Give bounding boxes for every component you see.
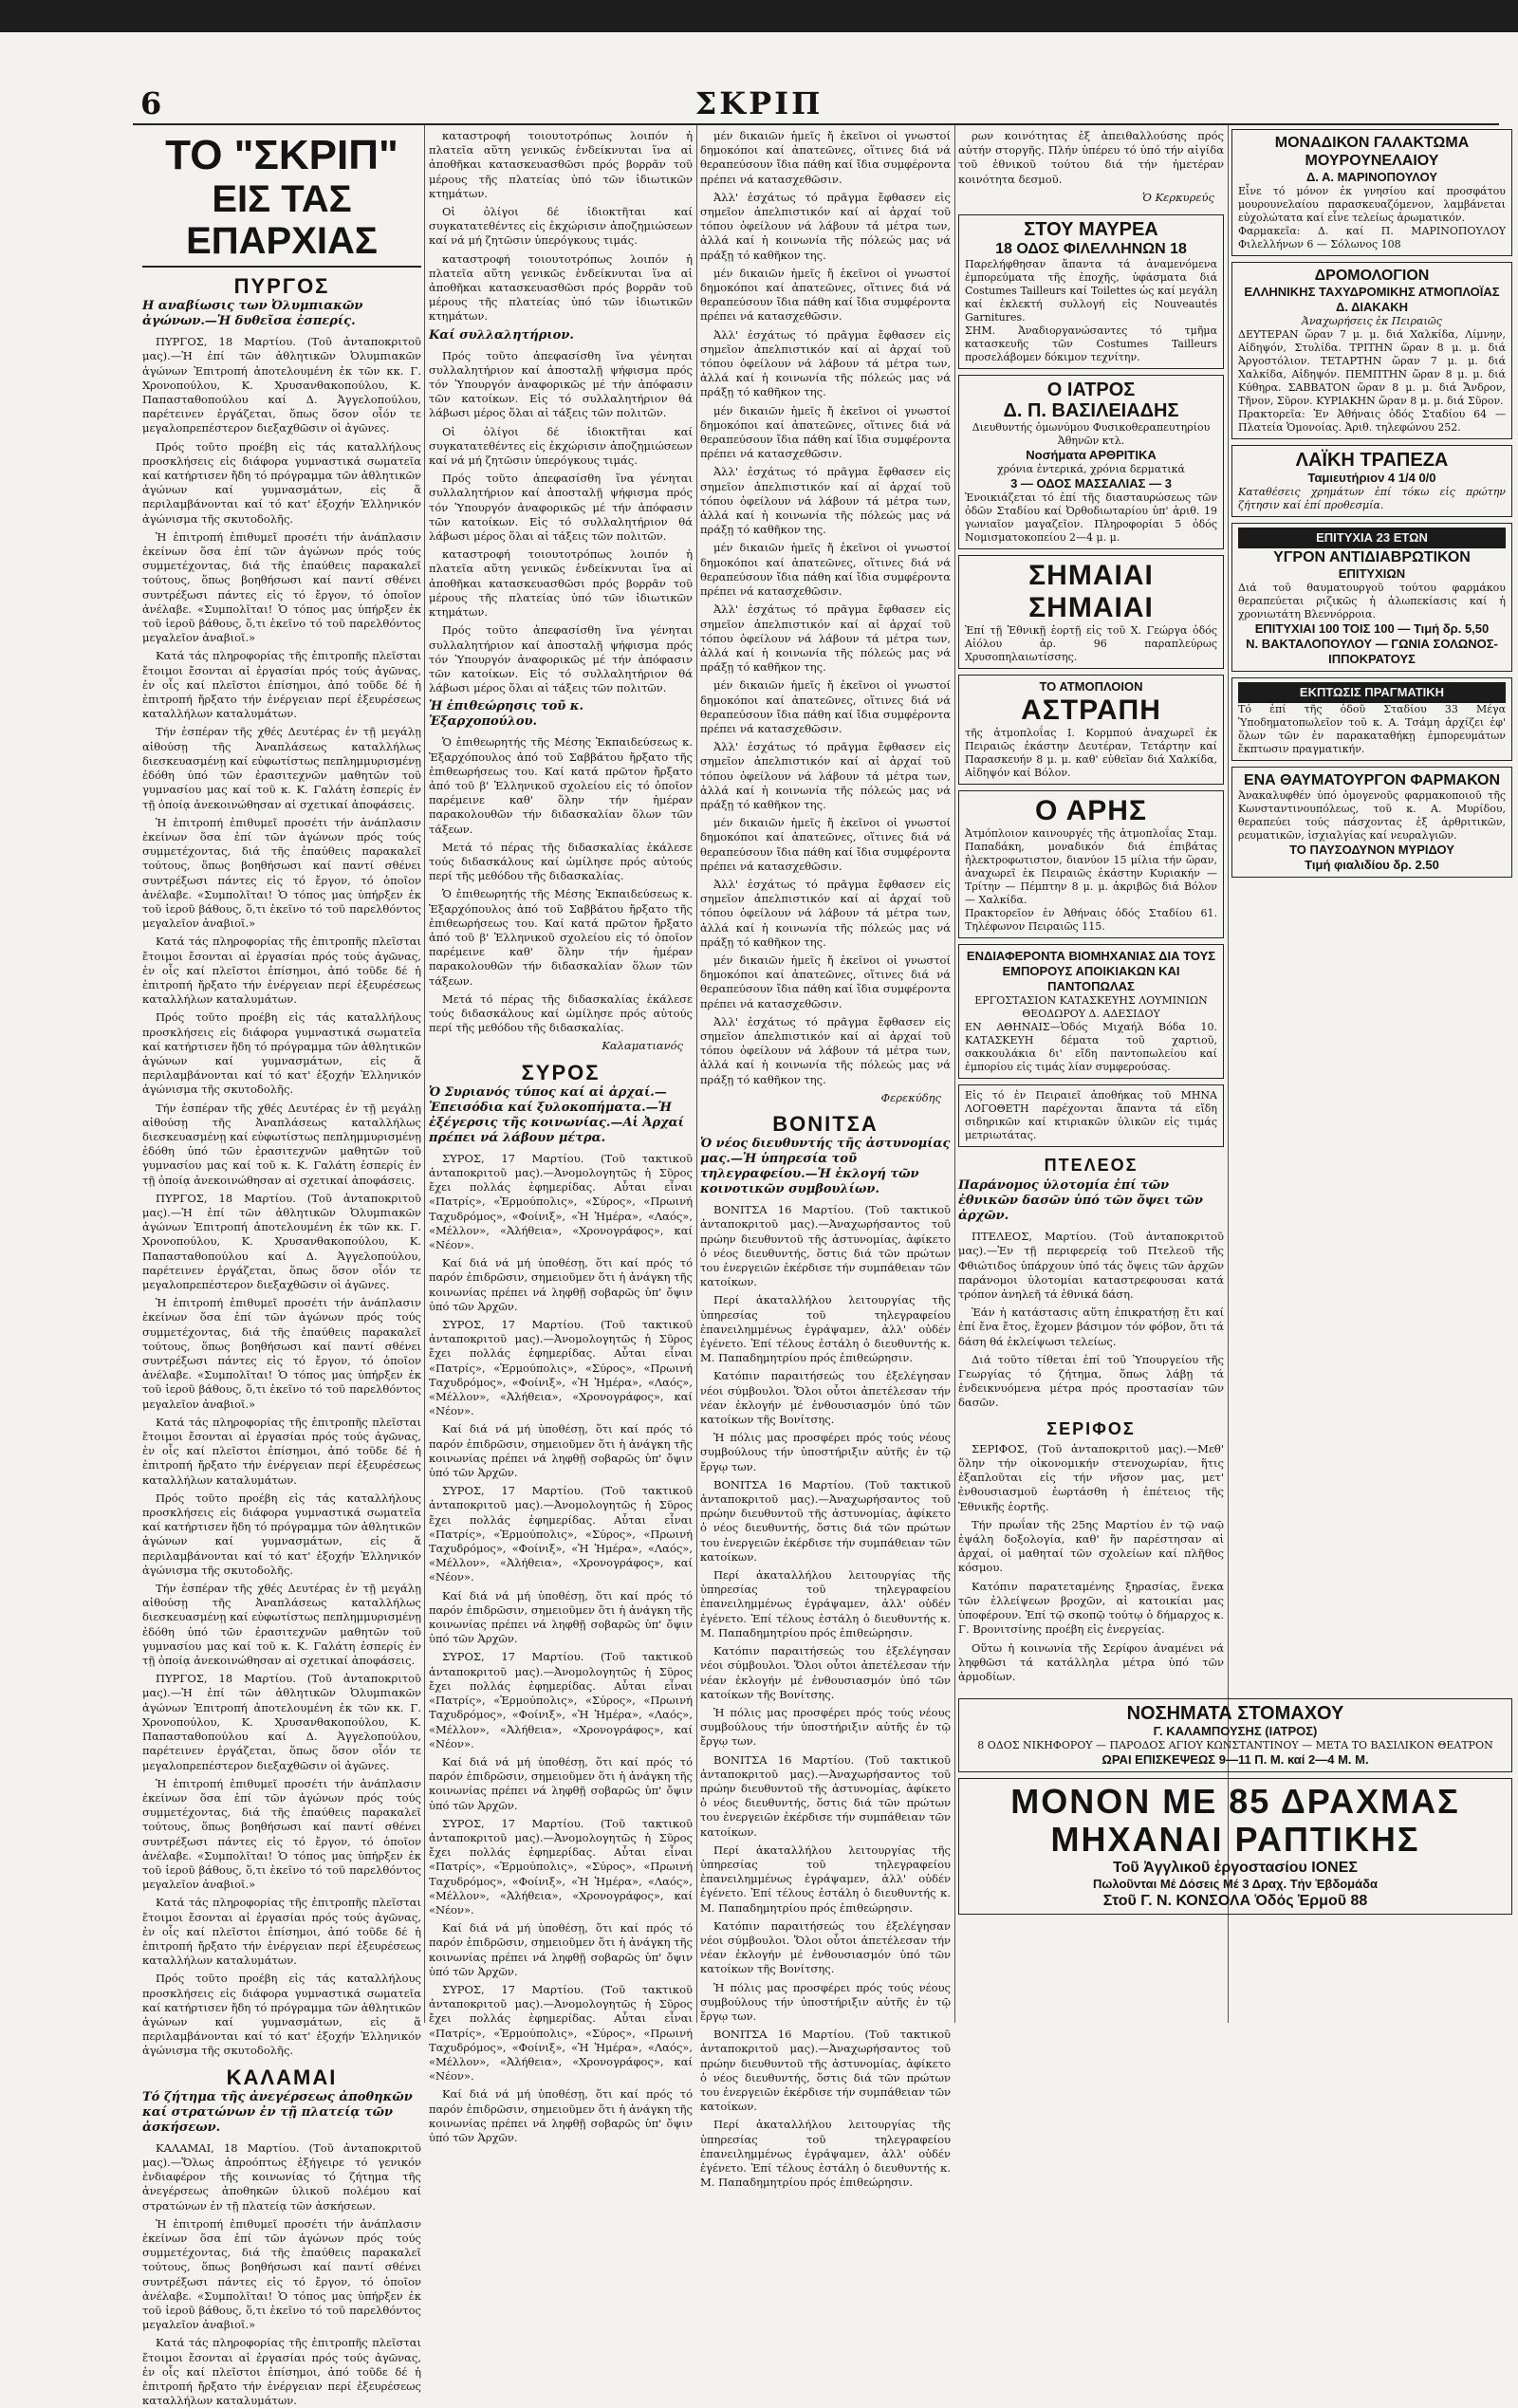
paragraph: Μετά τό πέρας τῆς διδασκαλίας ἐκάλεσε τούς διδασκάλους καί ὡμίλησε πρός αὐτούς περί τῆς μεθόδου τῆς διδασκαλίας.: [429, 991, 693, 1035]
ad-price: ΕΠΙΤΥΧΙΑΙ 100 ΤΟΙΣ 100 — Τιμή δρ. 5,50: [1254, 621, 1490, 636]
paragraph: ΒΟΝΙΤΣΑ 16 Μαρτίου. (Τοῦ τακτικοῦ ἀνταποκριτοῦ μας).—Ἀναχωρήσαντος τοῦ πρώην διευθυντοῦ τῆς ἀστυνομίας, ἀφίκετο ὁ νέος διευθυντής, ὅστις διά τῶν πρώτων του ἐνεργειῶν ἐκέρδισε τήν συμπάθειαν τῶν κατοίκων.: [700, 1477, 951, 1564]
ad-brand: Τοῦ Ἀγγλικοῦ ἐργοστασίου ΙΟΝΕΣ: [1112, 1860, 1358, 1876]
paragraph: Ἡ ἐπιτροπή ἐπιθυμεῖ προσέτι τήν ἀνάπλασιν ἐκείνων ὅσα ἐπί τῶν ἀγώνων πρός τούς συμμετέχοντας, διά τῆς ἐπαύθεις παρακαλεῖ τούτους, ὅπως βοηθήσωσι καί παντί σθένει συντρέξωσι πάντες εἰς τό ἔργον, τό ὁποῖον ἀνέλαβε. «Συμπολῖται! Ὁ τόπος μας ὑπήρξεν ἐκ τοῦ ἱεροῦ βάθους, ὅ,τι ἐκεῖνο τό τοῦ παρελθόντος μεγαλεῖον ἀναβιοῖ.»: [142, 815, 421, 931]
paragraph: μέν δικαιῶν ἡμεῖς ἤ ἐκεῖνοι οἱ γνωστοί δημοκόποι καί ἀπατεῶνες, οἵτινες διά νά θεραπεύσουν ἴδια πάθη καί ἴδια συμφέροντα πρέπει νά κατασχεθῶσιν.: [700, 816, 951, 873]
article-subtitle: Η αναβίωσις των Ὀλυμπιακῶν ἀγώνων.—Ἡ δυθεῖσα ἐσπερίς.: [142, 299, 363, 329]
ad-iatros: [958, 375, 1224, 549]
ad-doctor-name: Γ. ΚΑΛΑΜΠΟΥΣΗΣ (ΙΑΤΡΟΣ): [1153, 1724, 1318, 1738]
ad-astrapi: [958, 675, 1224, 785]
paragraph: Ἡ ἐπιτροπή ἐπιθυμεῖ προσέτι τήν ἀνάπλασιν ἐκείνων ὅσα ἐπί τῶν ἀγώνων πρός τούς συμμετέχοντας, διά τῆς ἐπαύθεις παρακαλεῖ τούτους, ὅπως βοηθήσωσι καί παντί σθένει συντρέξωσι πάντες εἰς τό ἔργον, τό ὁποῖον ἀνέλαβε. «Συμπολῖται! Ὁ τόπος μας ὑπήρξεν ἐκ τοῦ ἱεροῦ βάθους, ὅ,τι ἐκεῖνο τό τοῦ παρελθόντος μεγαλεῖον ἀναβιοῖ.»: [142, 1776, 421, 1892]
section-title: ΠΤΕΛΕΟΣ: [1044, 1156, 1138, 1176]
paragraph: Πρός τοῦτο προέβη εἰς τάς καταλλήλους προσκλήσεις εἰς διάφορα γυμναστικά σωματεῖα καί κατήρτισεν ἤδη τό πρόγραμμα τῶν ἀθλητικῶν ἀγώνων καί γυμνασμάτων, εἰς ἅ περιλαμβάνονται καί τό κατ' ἐξοχήν Ἑλληνικόν ἀγώνισμα τῆς σκυτοδολῆς.: [142, 1491, 421, 1577]
byline: Φερεκύδης: [880, 1090, 941, 1104]
paragraph: Πρός τοῦτο ἀπεφασίσθη ἵνα γένηται συλλαλητήριον καί ἀποσταλῇ ψήφισμα πρός τόν Ὑπουργόν ἀναφορικῶς μέ τήν ἀπόφασιν τῶν κατοίκων. Εἰς τό συλλαλητήριον θά λάβωσι μέρος ὅλαι αἱ τάξεις τῶν πολιτῶν.: [429, 348, 693, 420]
paragraph: ΣΕΡΙΦΟΣ, (Τοῦ ἀνταποκριτοῦ μας).—Μεθ' ὅλην τήν οἰκονομικήν στενοχωρίαν, ἥτις ἐξαπλοῦται εἰς τήν νῆσον μας, μετ' ἐνθουσιασμοῦ ἐωρτάσθη ἡ ἐπέτειος τῆς Ἐθνικῆς ἑορτῆς.: [958, 1441, 1224, 1513]
main-headline-sub: ΕΙΣ ΤΑΣ ΕΠΑΡΧΙΑΣ: [142, 178, 421, 268]
ad-doctor-name: Δ. Π. ΒΑΣΙΛΕΙΑΔΗΣ: [1003, 400, 1179, 422]
paragraph: Περί ἀκαταλλήλου λειτουργίας τῆς ὑπηρεσίας τοῦ τηλεγραφείου ἐπανειλημμένως ἐγράψαμεν, ἀλλ' οὐδέν ἐγένετο. Ἐπί τέλους ἐστάλη ὁ διευθυντής κ. Μ. Παπαδημητρίου πρός ἐπιθεώρησιν.: [700, 1568, 951, 1639]
ad-title: ΜΟΝΑΔΙΚΟΝ ΓΑΛΑΚΤΩΜΑ ΜΟΥΡΟΥΝΕΛΑΙΟΥ: [1274, 135, 1470, 169]
ad-text: Φαρμακεῖα: Δ. καί Π. ΜΑΡΙΝΟΠΟΥΛΟΥ Φιλελλήνων 6 — Σόλωνος 108: [1238, 225, 1506, 250]
paragraph: Πρός τοῦτο ἀπεφασίσθη ἵνα γένηται συλλαλητήριον καί ἀποσταλῇ ψήφισμα πρός τόν Ὑπουργόν ἀναφορικῶς μέ τήν ἀπόφασιν τῶν κατοίκων. Εἰς τό συλλαλητήριον θά λάβωσι μέρος ὅλαι αἱ τάξεις τῶν πολιτῶν.: [429, 623, 693, 695]
paragraph: ΣΥΡΟΣ, 17 Μαρτίου. (Τοῦ τακτικοῦ ἀνταποκριτοῦ μας).—Ἀνομολογητῶς ἡ Σῦρος ἔχει πολλάς ἐφημερίδας. Αὗται εἶναι «Πατρίς», «Ἑρμούπολις», «Σύρος», «Πρωινή Ταχυδρόμος», «Φοίνιξ», «Ἡ Ἡμέρα», «Λαός», «Μέλλον», «Ἀλήθεια», «Χρονογράφος», καί «Νέον».: [429, 1816, 693, 1917]
ad-address: 3 — ΟΔΟΣ ΜΑΣΣΑΛΙΑΣ — 3: [1010, 476, 1172, 491]
ad-text: ΕΝ ΑΘΗΝΑΙΣ—Ὁδός Μιχαήλ Βόδα 10. ΚΑΤΑΣΚΕΥΗ δέματα τοῦ χαρτιοῦ, σακκουλάκια δι' εἴδη παντοπωλείου καί ἐμπορίου εἰς τιμάς λίαν συμφερούσας.: [965, 1021, 1217, 1074]
paragraph: μέν δικαιῶν ἡμεῖς ἤ ἐκεῖνοι οἱ γνωστοί δημοκόποι καί ἀπατεῶνες, οἵτινες διά νά θεραπεύσουν ἴδια πάθη καί ἴδια συμφέροντα πρέπει νά κατασχεθῶσιν.: [700, 129, 951, 186]
ad-text: Εἰς τό ἐν Πειραιεῖ ἀποθήκας τοῦ ΜΗΝΑ ΛΟΓΟΘΕΤΗ παρέχονται ἅπαντα τά εἴδη σιδηρικῶν καί κτιριακῶν ὑλικῶν εἰς τιμάς μετριωτάτας.: [965, 1089, 1217, 1142]
ad-text: Τό ἐπί τῆς ὁδοῦ Σταδίου 33 Μέγα Ὑποδηματοπωλεῖον τοῦ κ. Α. Τσάμη ἀρχίζει ἐφ' ὅλων τῶν ἐν παρακαταθήκῃ ἐμπορευμάτων ἔκπτωσιν πραγματικήν.: [1238, 703, 1506, 755]
column-rule: [696, 125, 697, 2023]
column-4: [958, 129, 1224, 1695]
ad-laiki-trapeza: [1231, 445, 1512, 517]
paragraph: Ἡ πόλις μας προσφέρει πρός τούς νέους συμβούλους τήν ὑποστήριξιν αὐτῆς ἐν τῷ ἔργῳ των.: [700, 1705, 951, 1749]
ad-logothetis: [958, 1084, 1224, 1147]
paragraph: Ἡ ἐπιτροπή ἐπιθυμεῖ προσέτι τήν ἀνάπλασιν ἐκείνων ὅσα ἐπί τῶν ἀγώνων πρός τούς συμμετέχοντας, διά τῆς ἐπαύθεις παρακαλεῖ τούτους, ὅπως βοηθήσωσι καί παντί σθένει συντρέξωσι πάντες εἰς τό ἔργον, τό ὁποῖον ἀνέλαβε. «Συμπολῖται! Ὁ τόπος μας ὑπήρξεν ἐκ τοῦ ἱεροῦ βάθους, ὅ,τι ἐκεῖνο τό τοῦ παρελθόντος μεγαλεῖον ἀναβιοῖ.»: [142, 529, 421, 645]
ad-hours: ΩΡΑΙ ΕΠΙΣΚΕΨΕΩΣ 9—11 Π. Μ. καί 2—4 Μ. Μ.: [1101, 1752, 1369, 1767]
paragraph: Ἀλλ' ἐσχάτως τό πρᾶγμα ἔφθασεν εἰς σημεῖον ἀπελπιστικόν καί αἱ ἀρχαί τοῦ τόπου ὀφείλουν νά λάβουν τά μέτρα των, ἀλλά καί ἡ κοινωνία τῆς πόλεώς μας νά πράξῃ τό καθῆκον της.: [700, 877, 951, 949]
ad-ekptosis: [1231, 677, 1512, 761]
paragraph: Ἡ πόλις μας προσφέρει πρός τούς νέους συμβούλους τήν ὑποστήριξιν αὐτῆς ἐν τῷ ἔργῳ των.: [700, 1431, 951, 1473]
paragraph: ΣΥΡΟΣ, 17 Μαρτίου. (Τοῦ τακτικοῦ ἀνταποκριτοῦ μας).—Ἀνομολογητῶς ἡ Σῦρος ἔχει πολλάς ἐφημερίδας. Αὗται εἶναι «Πατρίς», «Ἑρμούπολις», «Σύρος», «Πρωινή Ταχυδρόμος», «Φοίνιξ», «Ἡ Ἡμέρα», «Λαός», «Μέλλον», «Ἀλήθεια», «Χρονογράφος», καί «Νέον».: [429, 1151, 693, 1251]
paragraph: Καί διά νά μή ὑποθέσῃ, ὅτι καί πρός τό παρόν ἐπιδρῶσιν, σημειοῦμεν ὅτι ἡ ἀνάγκη τῆς κοινωνίας πρέπει νά ληφθῇ σοβαρῶς ὑπ' ὄψιν ὑπό τῶν Ἀρχῶν.: [429, 1588, 693, 1646]
ad-text: ΔΕΥΤΕΡΑΝ ὥραν 7 μ. μ. διά Χαλκίδα, Λίμνην, Αἰδηψόν, Στυλίδα. ΤΡΙΤΗΝ ὥραν 8 μ. μ. διά Ἀργοστόλιον. ΤΕΤΑΡΤΗΝ ὥραν 7 μ. μ. διά Χαλκίδα, Αἰδηψόν. ΠΕΜΠΤΗΝ ὥραν 8 μ. μ. διά Κύθηρα. ΣΑΒΒΑΤΟΝ ὥραν 8 μ. μ. διά Ἄνδρον, Τῆνον, Σῦρον. ΚΥΡΙΑΚΗΝ ὥραν 8 μ. μ. διά Σῦρον.: [1238, 328, 1506, 407]
ad-address: 18 ΟΔΟΣ ΦΙΛΕΛΛΗΝΩΝ 18: [995, 241, 1187, 258]
article-subtitle: Τό ζήτημα τῆς ἀνεγέρσεως ἀποθηκῶν καί στρατώνων ἐν τῇ πλατείᾳ τῶν ἀσκήσεων.: [142, 2089, 413, 2135]
ad-by: Δ. Α. ΜΑΡΙΝΟΠΟΥΛΟΥ: [1305, 170, 1438, 184]
ad-title: ΕΝΑ ΘΑΥΜΑΤΟΥΡΓΟΝ ΦΑΡΜΑΚΟΝ: [1243, 772, 1501, 788]
paragraph: Κατά τάς πληροφορίας τῆς ἐπιτροπῆς πλεῖσται ἔτοιμοι ἔσονται αἱ ἐργασίαι πρός τούς ἀγῶνας, ἐν οἷς καί πλεῖστοι ἐπίσημοι, ἀπό τοῦδε δέ ἡ ἐπιτροπή ἤρξατο τήν ἐνέργειαν περί ἐξευρέσεως καταλλήλων καταλυμάτων.: [142, 1896, 421, 1968]
paragraph: Διά τοῦτο τίθεται ἐπί τοῦ Ὑπουργείου τῆς Γεωργίας τό ζήτημα, ὅπως λάβῃ τά ἐνδεικνυόμενα μέτρα πρός προστασίαν τῶν δασῶν.: [958, 1352, 1224, 1410]
ad-text: Καταθέσεις χρημάτων ἐπί τόκω εἰς πρώτην ζήτησιν καί ἐπί προθεσμία.: [1238, 486, 1506, 511]
ad-departures: Ἀναχωρήσεις ἐκ Πειραιῶς: [1302, 315, 1442, 327]
ad-aris: [958, 790, 1224, 938]
column-rule: [954, 125, 955, 2023]
paragraph: Ὁ ἐπιθεωρητής τῆς Μέσης Ἐκπαιδεύσεως κ. Ἐξαρχόπουλος ἀπό τοῦ Σαββάτου ἤρξατο τῆς ἐπιθεωρήσεως του. Καί κατά πρῶτον ἤρξατο ἀπό τοῦ β' Ἑλληνικοῦ σχολείου εἰς τό ὁποῖον παρέμεινε καθ' ὅλην τήν ἡμέραν παρακολουθῶν τήν διδασκαλίαν ὅλων τῶν τάξεων.: [429, 887, 693, 988]
section-title: ΒΟΝΙΤΣΑ: [772, 1112, 879, 1136]
paragraph: Πρός τοῦτο προέβη εἰς τάς καταλλήλους προσκλήσεις εἰς διάφορα γυμναστικά σωματεῖα καί κατήρτισεν ἤδη τό πρόγραμμα τῶν ἀθλητικῶν ἀγώνων καί γυμνασμάτων, εἰς ἅ περιλαμβάνονται καί τό κατ' ἐξοχήν Ἑλληνικόν ἀγώνισμα τῆς σκυτοδολῆς.: [142, 1972, 421, 2058]
paragraph: μέν δικαιῶν ἡμεῖς ἤ ἐκεῖνοι οἱ γνωστοί δημοκόποι καί ἀπατεῶνες, οἵτινες διά νά θεραπεύσουν ἴδια πάθη καί ἴδια συμφέροντα πρέπει νά κατασχεθῶσιν.: [700, 541, 951, 599]
column-1: [142, 129, 421, 2408]
ad-text: Εἶνε τό μόνον ἐκ γνησίου καί προσφάτου μουρουνελαίου παρασκευαζόμενον, λαμβάνεται εὐχολώτατα καί εἶνε τελείως ἀρωματικόν.: [1238, 185, 1506, 224]
masthead-rule: [133, 123, 1499, 125]
section-title: ΠΥΡΓΟΣ: [233, 274, 330, 298]
paragraph: Κατά τάς πληροφορίας τῆς ἐπιτροπῆς πλεῖσται ἔτοιμοι ἔσονται αἱ ἐργασίαι πρός τούς ἀγῶνας, ἐν οἷς καί πλεῖστοι ἐπίσημοι, ἀπό τοῦδε δέ ἡ ἐπιτροπή ἤρξατο τήν ἐνέργειαν περί ἐξευρέσεως καταλλήλων καταλυμάτων.: [142, 935, 421, 1007]
ad-pretitle: ΤΟ ΑΤΜΟΠΛΟΙΟΝ: [1039, 679, 1143, 695]
paragraph: ΒΟΝΙΤΣΑ 16 Μαρτίου. (Τοῦ τακτικοῦ ἀνταποκριτοῦ μας).—Ἀναχωρήσαντος τοῦ πρώην διευθυντοῦ τῆς ἀστυνομίας, ἀφίκετο ὁ νέος διευθυντής, ὅστις διά τῶν πρώτων του ἐνεργειῶν ἐκέρδισε τήν συμπάθειαν τῶν κατοίκων.: [700, 2028, 951, 2114]
paragraph: καταστροφή τοιουτοτρόπως λοιπόν ἡ πλατεῖα αὕτη γενικῶς ἐνδείκνυται ἵνα αἱ ἀποθῆκαι κατασκευασθῶσι πρός βορρᾶν τοῦ μέρους τῆς πλατείας ὑπό τῶν ἰδιωτικῶν κτημάτων.: [429, 129, 693, 200]
paragraph: ρων κοινότητας ἐξ ἀπειθαλλούσης πρός αὐτήν στοργῆς. Πλήν ὑπέρευ τό ὑπό τήν αἰγίδα τοῦ ἐθνικοῦ τούτου διά τήν ἡμετέραν κοινότητα δεσμοῦ.: [958, 129, 1224, 186]
paragraph: Τήν ἑσπέραν τῆς χθές Δευτέρας ἐν τῇ μεγάλῃ αἰθούσῃ τῆς Ἀναπλάσεως καταλλήλως διεσκευασμένῃ καί εὐφωτίστως πεπλημμυρισμένῃ ἐδόθη ὑπό τῶν ἐρασιτεχνῶν μαθητῶν τοῦ γυμνασίου μας καί τοῦ κ. Κ. Γαλάτη ἐσπερίς ἐν τῇ ὁποίᾳ ἀνεκοινώθησαν αἱ σχετικαί ἀποφάσεις.: [142, 1101, 421, 1187]
paragraph: Ἀλλ' ἐσχάτως τό πρᾶγμα ἔφθασεν εἰς σημεῖον ἀπελπιστικόν καί αἱ ἀρχαί τοῦ τόπου ὀφείλουν νά λάβουν τά μέτρα των, ἀλλά καί ἡ κοινωνία τῆς πόλεώς μας νά πράξῃ τό καθῆκον της.: [700, 327, 951, 399]
paragraph: καταστροφή τοιουτοτρόπως λοιπόν ἡ πλατεῖα αὕτη γενικῶς ἐνδείκνυται ἵνα αἱ ἀποθῆκαι κατασκευασθῶσι πρός βορρᾶν τοῦ μέρους τῆς πλατείας ὑπό τῶν ἰδιωτικῶν κτημάτων.: [429, 547, 693, 620]
paragraph: ΚΑΛΑΜΑΙ, 18 Μαρτίου. (Τοῦ ἀνταποκριτοῦ μας).—Ὅλως ἀπροόπτως ἐξήγειρε τό γενικόν ἐνδιαφέρον τῆς κοινωνίας τό ζήτημα τῆς ἀνεγέρσεως ἀποθηκῶν ὑλικοῦ πολέμου καί στρατώνων ἐν τῇ πλατείᾳ τῶν ἀσκήσεων.: [142, 2140, 421, 2213]
paragraph: Ἡ ἐπιτροπή ἐπιθυμεῖ προσέτι τήν ἀνάπλασιν ἐκείνων ὅσα ἐπί τῶν ἀγώνων πρός τούς συμμετέχοντας, διά τῆς ἐπαύθεις παρακαλεῖ τούτους, ὅπως βοηθήσωσι καί παντί σθένει συντρέξωσι πάντες εἰς τό ἔργον, τό ὁποῖον ἀνέλαβε. «Συμπολῖται! Ὁ τόπος μας ὑπήρξεν ἐκ τοῦ ἱεροῦ βάθους, ὅ,τι ἐκεῖνο τό τοῦ παρελθόντος μεγαλεῖον ἀναβιοῖ.»: [142, 1296, 421, 1411]
ad-yliko: [958, 944, 1224, 1079]
ad-banner: ΕΠΙΤΥΧΙΑ 23 ΕΤΩΝ: [1238, 528, 1506, 548]
paragraph: Πρός τοῦτο προέβη εἰς τάς καταλλήλους προσκλήσεις εἰς διάφορα γυμναστικά σωματεῖα καί κατήρτισεν ἤδη τό πρόγραμμα τῶν ἀθλητικῶν ἀγώνων καί γυμνασμάτων, εἰς ἅ περιλαμβάνονται καί τό κατ' ἐξοχήν Ἑλληνικόν ἀγώνισμα τῆς σκυτοδολῆς.: [142, 1010, 421, 1097]
ad-farmakon: [1231, 767, 1512, 878]
paragraph: Καί διά νά μή ὑποθέσῃ, ὅτι καί πρός τό παρόν ἐπιδρῶσιν, σημειοῦμεν ὅτι ἡ ἀνάγκη τῆς κοινωνίας πρέπει νά ληφθῇ σοβαρῶς ὑπ' ὄψιν ὑπό τῶν Ἀρχῶν.: [429, 1754, 693, 1812]
ad-antidiavrotikon: [1231, 523, 1512, 672]
column-5: [1231, 129, 1512, 1695]
paragraph: Περί ἀκαταλλήλου λειτουργίας τῆς ὑπηρεσίας τοῦ τηλεγραφείου ἐπανειλημμένως ἐγράψαμεν, ἀλλ' οὐδέν ἐγένετο. Ἐπί τέλους ἐστάλη ὁ διευθυντής κ. Μ. Παπαδημητρίου πρός ἐπιθεώρησιν.: [700, 1293, 951, 1365]
ad-note: ΣΗΜ. Ἀναδιοργανώσαντες τό τμῆμα κατασκευῆς τῶν Costumes Tailleurs προσελάβομεν δόκιμον τεχνίτην.: [965, 324, 1217, 364]
paragraph: ΣΥΡΟΣ, 17 Μαρτίου. (Τοῦ τακτικοῦ ἀνταποκριτοῦ μας).—Ἀνομολογητῶς ἡ Σῦρος ἔχει πολλάς ἐφημερίδας. Αὗται εἶναι «Πατρίς», «Ἑρμούπολις», «Σύρος», «Πρωινή Ταχυδρόμος», «Φοίνιξ», «Ἡ Ἡμέρα», «Λαός», «Μέλλον», «Ἀλήθεια», «Χρονογράφος», καί «Νέον».: [429, 1982, 693, 2084]
ad-specialty: Νοσήματα ΑΡΘΡΙΤΙΚΑ: [1026, 448, 1157, 463]
ad-address: Στοῦ Γ. Ν. ΚΟΝΣΟΛΑ Ὁδός Ἑρμοῦ 88: [1102, 1893, 1368, 1909]
paragraph: Ἀλλ' ἐσχάτως τό πρᾶγμα ἔφθασεν εἰς σημεῖον ἀπελπιστικόν καί αἱ ἀρχαί τοῦ τόπου ὀφείλουν νά λάβουν τά μέτρα των, ἀλλά καί ἡ κοινωνία τῆς πόλεώς μας νά πράξῃ τό καθῆκον της.: [700, 465, 951, 537]
section-title: ΣΥΡΟΣ: [521, 1060, 601, 1084]
ad-subtitle: ΕΠΙΤΥΧΙΩΝ: [1338, 566, 1406, 581]
ad-title: ΥΓΡΟΝ ΑΝΤΙΔΙΑΒΡΩΤΙΚΟΝ: [1273, 549, 1471, 565]
ad-nosimata-stomachou: [958, 1698, 1512, 1772]
ad-text: Ἀτμόπλοιον καινουργές τῆς ἀτμοπλοΐας Σταμ. Παπαδάκη, μοναδικόν διά ἐπιβάτας ἠλεκτροφωτιστον, διανύον 15 μίλια τήν ὥραν, ἀναχωρεῖ ἐκ Πειραιῶς ἐκάστην Κυριακήν — Τρίτην — Πέμπτην 8 μ. μ. ἀκριβῶς διά Βόλον — Χαλκίδα.: [965, 827, 1217, 907]
ad-text: Διά τοῦ θαυματουργοῦ τούτου φαρμάκου θεραπεύεται ριζικῶς ἡ ἀλωπεκίασις καί ἡ χρονιωτάτη Βλεννόρροια.: [1238, 582, 1506, 621]
paragraph: ΣΥΡΟΣ, 17 Μαρτίου. (Τοῦ τακτικοῦ ἀνταποκριτοῦ μας).—Ἀνομολογητῶς ἡ Σῦρος ἔχει πολλάς ἐφημερίδας. Αὗται εἶναι «Πατρίς», «Ἑρμούπολις», «Σύρος», «Πρωινή Ταχυδρόμος», «Φοίνιξ», «Ἡ Ἡμέρα», «Λαός», «Μέλλον», «Ἀλήθεια», «Χρονογράφος», καί «Νέον».: [429, 1650, 693, 1750]
paragraph: ΠΤΕΛΕΟΣ, Μαρτίου. (Τοῦ ἀνταποκριτοῦ μας).—Ἐν τῇ περιφερείᾳ τοῦ Πτελεοῦ τῆς Φθιώτιδος ὑπάρχουν ὑπό τάς ὄψεις τῶν ἀρχῶν παράνομοι ὑλοτομίαι καταστρεφουσαι κατά τρόπον ἀνηλεῆ τά ἐθνικά δάση.: [958, 1230, 1224, 1302]
ad-subtitle: ΕΡΓΟΣΤΑΣΙΟΝ ΚΑΤΑΣΚΕΥΗΣ ΛΟΥΜΙΝΙΩΝ ΘΕΟΔΩΡΟΥ Δ. ΑΔΕΣΙΔΟΥ: [974, 994, 1208, 1021]
paragraph: Κατά τάς πληροφορίας τῆς ἐπιτροπῆς πλεῖσται ἔτοιμοι ἔσονται αἱ ἐργασίαι πρός τούς ἀγῶνας, ἐν οἷς καί πλεῖστοι ἐπίσημοι, ἀπό τοῦδε δέ ἡ ἐπιτροπή ἤρξατο τήν ἐνέργειαν περί ἐξευρέσεως καταλλήλων καταλυμάτων.: [142, 649, 421, 721]
paragraph: Πρός τοῦτο προέβη εἰς τάς καταλλήλους προσκλήσεις εἰς διάφορα γυμναστικά σωματεῖα καί κατήρτισεν ἤδη τό πρόγραμμα τῶν ἀθλητικῶν ἀγώνων καί γυμνασμάτων, εἰς ἅ περιλαμβάνονται καί τό κατ' ἐξοχήν Ἑλληνικόν ἀγώνισμα τῆς σκυτοδολῆς.: [142, 439, 421, 526]
paragraph: ΠΥΡΓΟΣ, 18 Μαρτίου. (Τοῦ ἀνταποκριτοῦ μας).—Ἡ ἐπί τῶν ἀθλητικῶν Ὀλυμπιακῶν ἀγώνων Ἐπιτροπή ἀποτελουμένη ἐκ τῶν κκ. Γ. Χρονοπούλου, Κ. Χρυσανθακοπούλου, Κ. Παπασταθοπούλου καί Δ. Ἀγγελοπούλου, παρέτεινεν ἐργάζεται, ὅπως ὅσον οἷόν τε μεγαλοπρεπέστερον διεξαχθῶσιν οἱ ἀγῶνες.: [142, 1672, 421, 1772]
article-subtitle: Ὁ Συριανός τύπος καί αἱ ἀρχαί.—Ἐπεισόδια καί ξυλοκοπήματα.—Ἡ ἐξέγερσις τῆς κοινωνίας.—Αἱ Ἀρχαί πρέπει νά λάβουν μέτρα.: [429, 1084, 684, 1145]
page-number: 6: [140, 85, 162, 121]
ad-text: Διευθυντής ὁμωνύμου Φυσικοθεραπευτηρίου Ἀθηνῶν κτλ.: [972, 421, 1211, 448]
paragraph: ΠΥΡΓΟΣ, 18 Μαρτίου. (Τοῦ ἀνταποκριτοῦ μας).—Ἡ ἐπί τῶν ἀθλητικῶν Ὀλυμπιακῶν ἀγώνων Ἐπιτροπή ἀποτελουμένη ἐκ τῶν κκ. Γ. Χρονοπούλου, Κ. Χρυσανθακοπούλου, Κ. Παπασταθοπούλου καί Δ. Ἀγγελοπούλου, παρέτεινεν ἐργάζεται, ὅπως ὅσον οἷόν τε μεγαλοπρεπέστερον διεξαχθῶσιν οἱ ἀγῶνες.: [142, 335, 421, 435]
ad-title: Ο ΑΡΗΣ: [1035, 795, 1147, 827]
paragraph: Ἐάν ἡ κατάστασις αὕτη ἐπικρατήσῃ ἔτι καί ἐπί ἔνα ἔτος, ἔχομεν βάσιμον τόν φόβον, ὅτι τά δάση θά ἐκλείψωσι τελείως.: [958, 1306, 1224, 1348]
paragraph: Τήν ἑσπέραν τῆς χθές Δευτέρας ἐν τῇ μεγάλῃ αἰθούσῃ τῆς Ἀναπλάσεως καταλλήλως διεσκευασμένῃ καί εὐφωτίστως πεπλημμυρισμένῃ ἐδόθη ὑπό τῶν ἐρασιτεχνῶν μαθητῶν τοῦ γυμνασίου μας καί τοῦ κ. Κ. Γαλάτη ἐσπερίς ἐν τῇ ὁποίᾳ ἀνεκοινώθησαν αἱ σχετικαί ἀποφάσεις.: [142, 1582, 421, 1668]
paragraph: μέν δικαιῶν ἡμεῖς ἤ ἐκεῖνοι οἱ γνωστοί δημοκόποι καί ἀπατεῶνες, οἵτινες διά νά θεραπεύσουν ἴδια πάθη καί ἴδια συμφέροντα πρέπει νά κατασχεθῶσιν.: [700, 678, 951, 735]
paragraph: Περί ἀκαταλλήλου λειτουργίας τῆς ὑπηρεσίας τοῦ τηλεγραφείου ἐπανειλημμένως ἐγράψαμεν, ἀλλ' οὐδέν ἐγένετο. Ἐπί τέλους ἐστάλη ὁ διευθυντής κ. Μ. Παπαδημητρίου πρός ἐπιθεώρησιν.: [700, 2118, 951, 2190]
paragraph: ΒΟΝΙΤΣΑ 16 Μαρτίου. (Τοῦ τακτικοῦ ἀνταποκριτοῦ μας).—Ἀναχωρήσαντος τοῦ πρώην διευθυντοῦ τῆς ἀστυνομίας, ἀφίκετο ὁ νέος διευθυντής, ὅστις διά τῶν πρώτων του ἐνεργειῶν ἐκέρδισε τήν συμπάθειαν τῶν κατοίκων.: [700, 1203, 951, 1289]
paragraph: Κατόπιν παραιτήσεώς του ἐξελέγησαν νέοι σύμβουλοι. Ὅλοι οὗτοι ἀπετέλεσαν τήν νέαν ἐκλογήν μέ ἐνθουσιασμόν ὑπό τῶν κατοίκων τῆς Βονίτσης.: [700, 1369, 951, 1427]
paragraph: Κατόπιν παραιτήσεώς του ἐξελέγησαν νέοι σύμβουλοι. Ὅλοι οὗτοι ἀπετέλεσαν τήν νέαν ἐκλογήν μέ ἐνθουσιασμόν ὑπό τῶν κατοίκων τῆς Βονίτσης.: [700, 1918, 951, 1976]
ad-text: Ἐνοικιάζεται τό ἐπί τῆς διασταυρώσεως τῶν ὁδῶν Σταδίου καί Ὀρθοδιωταρίου ὑπ' ἀριθ. 19 γωνιαῖον μαγαζεῖον. Πληροφορίαι 5 ὁδός Νομισματοκοπείου 2—4 μ. μ.: [965, 491, 1217, 545]
paragraph: Ὁ ἐπιθεωρητής τῆς Μέσης Ἐκπαιδεύσεως κ. Ἐξαρχόπουλος ἀπό τοῦ Σαββάτου ἤρξατο τῆς ἐπιθεωρήσεως του. Καί κατά πρῶτον ἤρξατο ἀπό τοῦ β' Ἑλληνικοῦ σχολείου εἰς τό ὁποῖον παρέμεινε καθ' ὅλην τήν ἡμέραν παρακολουθῶν τήν διδασκαλίαν ὅλων τῶν τάξεων.: [429, 735, 693, 836]
ad-address: 8 ΟΔΟΣ ΝΙΚΗΦΟΡΟΥ — ΠΑΡΟΔΟΣ ΑΓΙΟΥ ΚΩΝΣΤΑΝΤΙΝΟΥ — ΜΕΤΑ ΤΟ ΒΑΣΙΛΙΚΟΝ ΘΕΑΤΡΟΝ: [977, 1739, 1493, 1751]
main-headline: ΤΟ "ΣΚΡΙΠ": [165, 132, 398, 178]
paragraph: Τήν πρωΐαν τῆς 25ης Μαρτίου ἐν τῷ ναῷ ἐψάλη δοξολογία, καθ' ἥν παρέστησαν αἱ ἀρχαί, οἱ μαθηταί τῶν σχολείων καί πλῆθος κόσμου.: [958, 1517, 1224, 1575]
paragraph: Καί διά νά μή ὑποθέσῃ, ὅτι καί πρός τό παρόν ἐπιδρῶσιν, σημειοῦμεν ὅτι ἡ ἀνάγκη τῆς κοινωνίας πρέπει νά ληφθῇ σοβαρῶς ὑπ' ὄψιν ὑπό τῶν Ἀρχῶν.: [429, 1921, 693, 1978]
masthead: [0, 85, 1518, 123]
paragraph: Κατόπιν παρατεταμένης ξηρασίας, ἕνεκα τῶν ἐλλείψεων βροχῶν, αἱ κατοικίαι μας ὑποφέρουν. Ἐπί τῷ σκοπῷ τούτῳ ὁ δήμαρχος κ. Γ. Βρονιτσίνης προέβη εἰς ἐνεργείας.: [958, 1579, 1224, 1637]
paragraph: Κατά τάς πληροφορίας τῆς ἐπιτροπῆς πλεῖσται ἔτοιμοι ἔσονται αἱ ἐργασίαι πρός τούς ἀγῶνας, ἐν οἷς καί πλεῖστοι ἐπίσημοι, ἀπό τοῦδε δέ ἡ ἐπιτροπή ἤρξατο τήν ἐνέργειαν περί ἐξευρέσεως καταλλήλων καταλυμάτων.: [142, 1415, 421, 1487]
article-subtitle: Ὁ νέος διευθυντής τῆς ἀστυνομίας μας.—Ἡ ὑπηρεσία τοῦ τηλεγραφείου.—Ἡ ἐκλογή τῶν κοινοτικῶν συμβουλίων.: [700, 1137, 951, 1197]
paragraph: μέν δικαιῶν ἡμεῖς ἤ ἐκεῖνοι οἱ γνωστοί δημοκόποι καί ἀπατεῶνες, οἵτινες διά νά θεραπεύσουν ἴδια πάθη καί ἴδια συμφέροντα πρέπει νά κατασχεθῶσιν.: [700, 953, 951, 1010]
ad-price: Τιμή φιαλιδίου δρ. 2.50: [1305, 858, 1439, 872]
ad-title: ΑΣΤΡΑΠΗ: [1021, 695, 1161, 727]
ad-title: ΜΟΝΟΝ ΜΕ 85 ΔΡΑΧΜΑΣ: [1010, 1782, 1460, 1821]
paragraph: Καί διά νά μή ὑποθέσῃ, ὅτι καί πρός τό παρόν ἐπιδρῶσιν, σημειοῦμεν ὅτι ἡ ἀνάγκη τῆς κοινωνίας πρέπει νά ληφθῇ σοβαρῶς ὑπ' ὄψιν ὑπό τῶν Ἀρχῶν.: [429, 1256, 693, 1313]
ad-text: Παρελήφθησαν ἅπαντα τά ἀναμενόμενα ἐμπορεύματα τῆς ἐποχῆς, ὑφάσματα διά Costumes Tailleurs καί Toilettes ὡς καί μεγάλη καί ἐκλεκτή συλλογή εἰς Nouveautés Garnitures.: [965, 258, 1217, 324]
ad-mavrea: [958, 214, 1224, 369]
ad-title: ΝΟΣΗΜΑΤΑ ΣΤΟΜΑΧΟΥ: [1126, 1703, 1344, 1724]
ad-pharmacy: Ν. ΒΑΚΤΑΛΟΠΟΥΛΟΥ — ΓΩΝΙΑ ΣΟΛΩΝΟΣ-ΙΠΠΟΚΡΑΤΟΥΣ: [1246, 637, 1498, 666]
column-2: [429, 129, 693, 2144]
paragraph: Οὕτω ἡ κοινωνία τῆς Σερίφου ἀναμένει νά ληφθῶσι τά κατάλληλα μέτρα ὑπό τῶν ἀρμοδίων.: [958, 1640, 1224, 1683]
column-3: [700, 129, 951, 2190]
ad-subtitle: Ταμιευτήριον 4 1/4 0/0: [1307, 471, 1436, 485]
paragraph: Καί διά νά μή ὑποθέσῃ, ὅτι καί πρός τό παρόν ἐπιδρῶσιν, σημειοῦμεν ὅτι ἡ ἀνάγκη τῆς κοινωνίας πρέπει νά ληφθῇ σοβαρῶς ὑπ' ὄψιν ὑπό τῶν Ἀρχῶν.: [429, 1422, 693, 1480]
paragraph: Κατόπιν παραιτήσεώς του ἐξελέγησαν νέοι σύμβουλοι. Ὅλοι οὗτοι ἀπετέλεσαν τήν νέαν ἐκλογήν μέ ἐνθουσιασμόν ὑπό τῶν κατοίκων τῆς Βονίτσης.: [700, 1644, 951, 1701]
ad-title-2: ΜΗΧΑΝΑΙ ΡΑΠΤΙΚΗΣ: [1050, 1820, 1420, 1859]
paragraph: μέν δικαιῶν ἡμεῖς ἤ ἐκεῖνοι οἱ γνωστοί δημοκόποι καί ἀπατεῶνες, οἵτινες διά νά θεραπεύσουν ἴδια πάθη καί ἴδια συμφέροντα πρέπει νά κατασχεθῶσιν.: [700, 266, 951, 324]
ad-title: ΕΚΠΤΩΣΙΣ ΠΡΑΓΜΑΤΙΚΗ: [1238, 682, 1506, 703]
ad-text: τῆς ἀτμοπλοΐας Ι. Κορμπού ἀναχωρεῖ ἐκ Πειραιῶς ἐκάστην Δευτέραν, Τετάρτην καί Παρασκευήν 8 μ. μ. καθ' εὐθεῖαν διά Χαλκίδα, Αἰδηψόν καί Βόλον.: [965, 727, 1217, 780]
section-title: ΣΕΡΙΦΟΣ: [1046, 1418, 1136, 1438]
paragraph: Ἀλλ' ἐσχάτως τό πρᾶγμα ἔφθασεν εἰς σημεῖον ἀπελπιστικόν καί αἱ ἀρχαί τοῦ τόπου ὀφείλουν νά λάβουν τά μέτρα των, ἀλλά καί ἡ κοινωνία τῆς πόλεώς μας νά πράξῃ τό καθῆκον της.: [700, 1014, 951, 1086]
ad-title: ΣΤΟΥ ΜΑΥΡΕΑ: [1024, 219, 1158, 241]
ad-dromologion: [1231, 262, 1512, 439]
paragraph: μέν δικαιῶν ἡμεῖς ἤ ἐκεῖνοι οἱ γνωστοί δημοκόποι καί ἀπατεῶνες, οἵτινες διά νά θεραπεύσουν ἴδια πάθη καί ἴδια συμφέροντα πρέπει νά κατασχεθῶσιν.: [700, 403, 951, 461]
ad-simaiai: [958, 555, 1224, 669]
article-subtitle: Παράνομος ὑλοτομία ἐπί τῶν ἐθνικῶν δασῶν ὑπό τῶν ὄψει τῶν ἀρχῶν.: [958, 1178, 1203, 1224]
section-title: ΚΑΛΑΜΑΙ: [226, 2065, 338, 2089]
paragraph: Μετά τό πέρας τῆς διδασκαλίας ἐκάλεσε τούς διδασκάλους καί ὡμίλησε πρός αὐτούς περί τῆς μεθόδου τῆς διδασκαλίας.: [429, 840, 693, 883]
paragraph: Ἡ ἐπιτροπή ἐπιθυμεῖ προσέτι τήν ἀνάπλασιν ἐκείνων ὅσα ἐπί τῶν ἀγώνων πρός τούς συμμετέχοντας, διά τῆς ἐπαύθεις παρακαλεῖ τούτους, ὅπως βοηθήσωσι καί παντί σθένει συντρέξωσι πάντες εἰς τό ἔργον, τό ὁποῖον ἀνέλαβε. «Συμπολῖται! Ὁ τόπος μας ὑπήρξεν ἐκ τοῦ ἱεροῦ βάθους, ὅ,τι ἐκεῖνο τό τοῦ παρελθόντος μεγαλεῖον ἀναβιοῖ.»: [142, 2216, 421, 2332]
ad-text: Πρακτορεῖα: Ἐν Ἀθήναις ὁδός Σταδίου 64 — Πλατεία Ὁμονοίας. Ἀριθ. τηλεφώνου 252.: [1238, 408, 1506, 434]
ad-text: Ἀνακαλυφθέν ὑπό ὁμογενοῦς φαρμακοποιοῦ τῆς Κωνσταντινουπόλεως, τοῦ κ. Α. Μυρίδου, θεραπεύει τούς πάσχοντας ἐξ ἀρθριτικῶν, ρευματικῶν, ἰσχιαλγίας καί νευραλγιῶν.: [1238, 789, 1506, 842]
ad-title: ΛΑΪΚΗ ΤΡΑΠΕΖΑ: [1295, 450, 1449, 471]
scan-top-strip: [0, 0, 1518, 32]
paragraph: Καί διά νά μή ὑποθέσῃ, ὅτι καί πρός τό παρόν ἐπιδρῶσιν, σημειοῦμεν ὅτι ἡ ἀνάγκη τῆς κοινωνίας πρέπει νά ληφθῇ σοβαρῶς ὑπ' ὄψιν ὑπό τῶν Ἀρχῶν.: [429, 2087, 693, 2144]
paragraph: Ἀλλ' ἐσχάτως τό πρᾶγμα ἔφθασεν εἰς σημεῖον ἀπελπιστικόν καί αἱ ἀρχαί τοῦ τόπου ὀφείλουν νά λάβουν τά μέτρα των, ἀλλά καί ἡ κοινωνία τῆς πόλεώς μας νά πράξῃ τό καθῆκον της.: [700, 602, 951, 675]
paragraph: Οἱ ὀλίγοι δέ ἰδιοκτῆται καί συγκατατεθέντες εἰς ἐκχώρισιν ἀποζημιώσεων καί νά μή ζητῶσιν ὑπερόγκους τιμάς.: [429, 424, 693, 468]
paragraph: ΒΟΝΙΤΣΑ 16 Μαρτίου. (Τοῦ τακτικοῦ ἀνταποκριτοῦ μας).—Ἀναχωρήσαντος τοῦ πρώην διευθυντοῦ τῆς ἀστυνομίας, ἀφίκετο ὁ νέος διευθυντής, ὅστις διά τῶν πρώτων του ἐνεργειῶν ἐκέρδισε τήν συμπάθειαν τῶν κατοίκων.: [700, 1752, 951, 1839]
ad-title: Ο ΙΑΤΡΟΣ: [1046, 380, 1136, 401]
byline: Καλαματιανός: [602, 1039, 683, 1053]
paragraph: Ἡ πόλις μας προσφέρει πρός τούς νέους συμβούλους τήν ὑποστήριξιν αὐτῆς ἐν τῷ ἔργῳ των.: [700, 1980, 951, 2023]
paragraph: Κατά τάς πληροφορίας τῆς ἐπιτροπῆς πλεῖσται ἔτοιμοι ἔσονται αἱ ἐργασίαι πρός τούς ἀγῶνας, ἐν οἷς καί πλεῖστοι ἐπίσημοι, ἀπό τοῦδε δέ ἡ ἐπιτροπή ἤρξατο τήν ἐνέργειαν περί ἐξευρέσεως καταλλήλων καταλυμάτων.: [142, 2336, 421, 2408]
paragraph: ΠΥΡΓΟΣ, 18 Μαρτίου. (Τοῦ ἀνταποκριτοῦ μας).—Ἡ ἐπί τῶν ἀθλητικῶν Ὀλυμπιακῶν ἀγώνων Ἐπιτροπή ἀποτελουμένη ἐκ τῶν κκ. Γ. Χρονοπούλου, Κ. Χρυσανθακοπούλου, Κ. Παπασταθοπούλου καί Δ. Ἀγγελοπούλου, παρέτεινεν ἐργάζεται, ὅπως ὅσον οἷόν τε μεγαλοπρεπέστερον διεξαχθῶσιν οἱ ἀγῶνες.: [142, 1191, 421, 1291]
ad-raptikis: [958, 1778, 1512, 1915]
ad-terms: Πωλοῦνται Μέ Δόσεις Μέ 3 Δραχ. Τήν Ἑβδομάδα: [1093, 1877, 1378, 1891]
paragraph: καταστροφή τοιουτοτρόπως λοιπόν ἡ πλατεῖα αὕτη γενικῶς ἐνδείκνυται ἵνα αἱ ἀποθῆκαι κατασκευασθῶσι πρός βορρᾶν τοῦ μέρους τῆς πλατείας ὑπό τῶν ἰδιωτικῶν κτημάτων.: [429, 251, 693, 324]
ad-subtitle: ΕΛΛΗΝΙΚΗΣ ΤΑΧΥΔΡΟΜΙΚΗΣ ΑΤΜΟΠΛΟΪΑΣ Δ. ΔΙΑΚΑΚΗ: [1244, 285, 1500, 314]
paragraph: Οἱ ὀλίγοι δέ ἰδιοκτῆται καί συγκατατεθέντες εἰς ἐκχώρισιν ἀποζημιώσεων καί νά μή ζητῶσιν ὑπερόγκους τιμάς.: [429, 205, 693, 248]
article-subtitle: Ἡ ἐπιθεώρησις τοῦ κ. Ἐξαρχοπούλου.: [429, 699, 584, 730]
ad-title: ΕΝΔΙΑΦΕΡΟΝΤΑ ΒΙΟΜΗΧΑΝΙΑΣ ΔΙΑ ΤΟΥΣ ΕΜΠΟΡΟΥΣ ΑΠΟΙΚΙΑΚΩΝ ΚΑΙ ΠΑΝΤΟΠΩΛΑΣ: [966, 949, 1216, 994]
paragraph: Ἀλλ' ἐσχάτως τό πρᾶγμα ἔφθασεν εἰς σημεῖον ἀπελπιστικόν καί αἱ ἀρχαί τοῦ τόπου ὀφείλουν νά λάβουν τά μέτρα των, ἀλλά καί ἡ κοινωνία τῆς πόλεώς μας νά πράξῃ τό καθῆκον της.: [700, 190, 951, 262]
ad-text: Ἐπί τῇ Ἐθνικῇ ἑορτῇ εἰς τοῦ Χ. Γεώργα ὁδός Αἰόλου ἀρ. 96 παραπλεύρως Χρυσοπηλαιωτίσσης.: [965, 624, 1217, 664]
paragraph: ΣΥΡΟΣ, 17 Μαρτίου. (Τοῦ τακτικοῦ ἀνταποκριτοῦ μας).—Ἀνομολογητῶς ἡ Σῦρος ἔχει πολλάς ἐφημερίδας. Αὗται εἶναι «Πατρίς», «Ἑρμούπολις», «Σύρος», «Πρωινή Ταχυδρόμος», «Φοίνιξ», «Ἡ Ἡμέρα», «Λαός», «Μέλλον», «Ἀλήθεια», «Χρονογράφος», καί «Νέον».: [429, 1318, 693, 1418]
bottom-ads: [958, 1698, 1512, 1920]
paper-name: ΣΚΡΙΠ: [694, 85, 824, 121]
column-rule: [424, 125, 425, 2023]
paragraph: Ἀλλ' ἐσχάτως τό πρᾶγμα ἔφθασεν εἰς σημεῖον ἀπελπιστικόν καί αἱ ἀρχαί τοῦ τόπου ὀφείλουν νά λάβουν τά μέτρα των, ἀλλά καί ἡ κοινωνία τῆς πόλεώς μας νά πράξῃ τό καθῆκον της.: [700, 740, 951, 811]
byline: Ὁ Κερκυρεύς: [1142, 190, 1214, 204]
ad-text: Πρακτορεῖον ἐν Ἀθήναις ὁδός Σταδίου 61. Τηλέφωνον Πειραιῶς 115.: [965, 907, 1217, 934]
ad-galaktoma: [1231, 129, 1512, 256]
paragraph: Τήν ἑσπέραν τῆς χθές Δευτέρας ἐν τῇ μεγάλῃ αἰθούσῃ τῆς Ἀναπλάσεως καταλλήλως διεσκευασμένῃ καί εὐφωτίστως πεπλημμυρισμένῃ ἐδόθη ὑπό τῶν ἐρασιτεχνῶν μαθητῶν τοῦ γυμνασίου μας καί τοῦ κ. Κ. Γαλάτη ἐσπερίς ἐν τῇ ὁποίᾳ ἀνεκοινώθησαν αἱ σχετικαί ἀποφάσεις.: [142, 725, 421, 811]
ad-title: ΔΡΟΜΟΛΟΓΙΟΝ: [1314, 268, 1430, 284]
paragraph: ΣΥΡΟΣ, 17 Μαρτίου. (Τοῦ τακτικοῦ ἀνταποκριτοῦ μας).—Ἀνομολογητῶς ἡ Σῦρος ἔχει πολλάς ἐφημερίδας. Αὗται εἶναι «Πατρίς», «Ἑρμούπολις», «Σύρος», «Πρωινή Ταχυδρόμος», «Φοίνιξ», «Ἡ Ἡμέρα», «Λαός», «Μέλλον», «Ἀλήθεια», «Χρονογράφος», καί «Νέον».: [429, 1484, 693, 1584]
ad-text: χρόνια ἐντερικά, χρόνια δερματικά: [997, 463, 1185, 476]
paragraph: Περί ἀκαταλλήλου λειτουργίας τῆς ὑπηρεσίας τοῦ τηλεγραφείου ἐπανειλημμένως ἐγράψαμεν, ἀλλ' οὐδέν ἐγένετο. Ἐπί τέλους ἐστάλη ὁ διευθυντής κ. Μ. Παπαδημητρίου πρός ἐπιθεώρησιν.: [700, 1843, 951, 1915]
ad-title: ΣΗΜΑΙΑΙ ΣΗΜΑΙΑΙ: [1028, 560, 1154, 624]
article-subtitle: Καί συλλαλητήριον.: [429, 327, 574, 343]
ad-product-name: ΤΟ ΠΑΥΣΟΔΥΝΟΝ ΜΥΡΙΔΟΥ: [1289, 843, 1454, 857]
paragraph: Πρός τοῦτο ἀπεφασίσθη ἵνα γένηται συλλαλητήριον καί ἀποσταλῇ ψήφισμα πρός τόν Ὑπουργόν ἀναφορικῶς μέ τήν ἀπόφασιν τῶν κατοίκων. Εἰς τό συλλαλητήριον θά λάβωσι μέρος ὅλαι αἱ τάξεις τῶν πολιτῶν.: [429, 472, 693, 544]
